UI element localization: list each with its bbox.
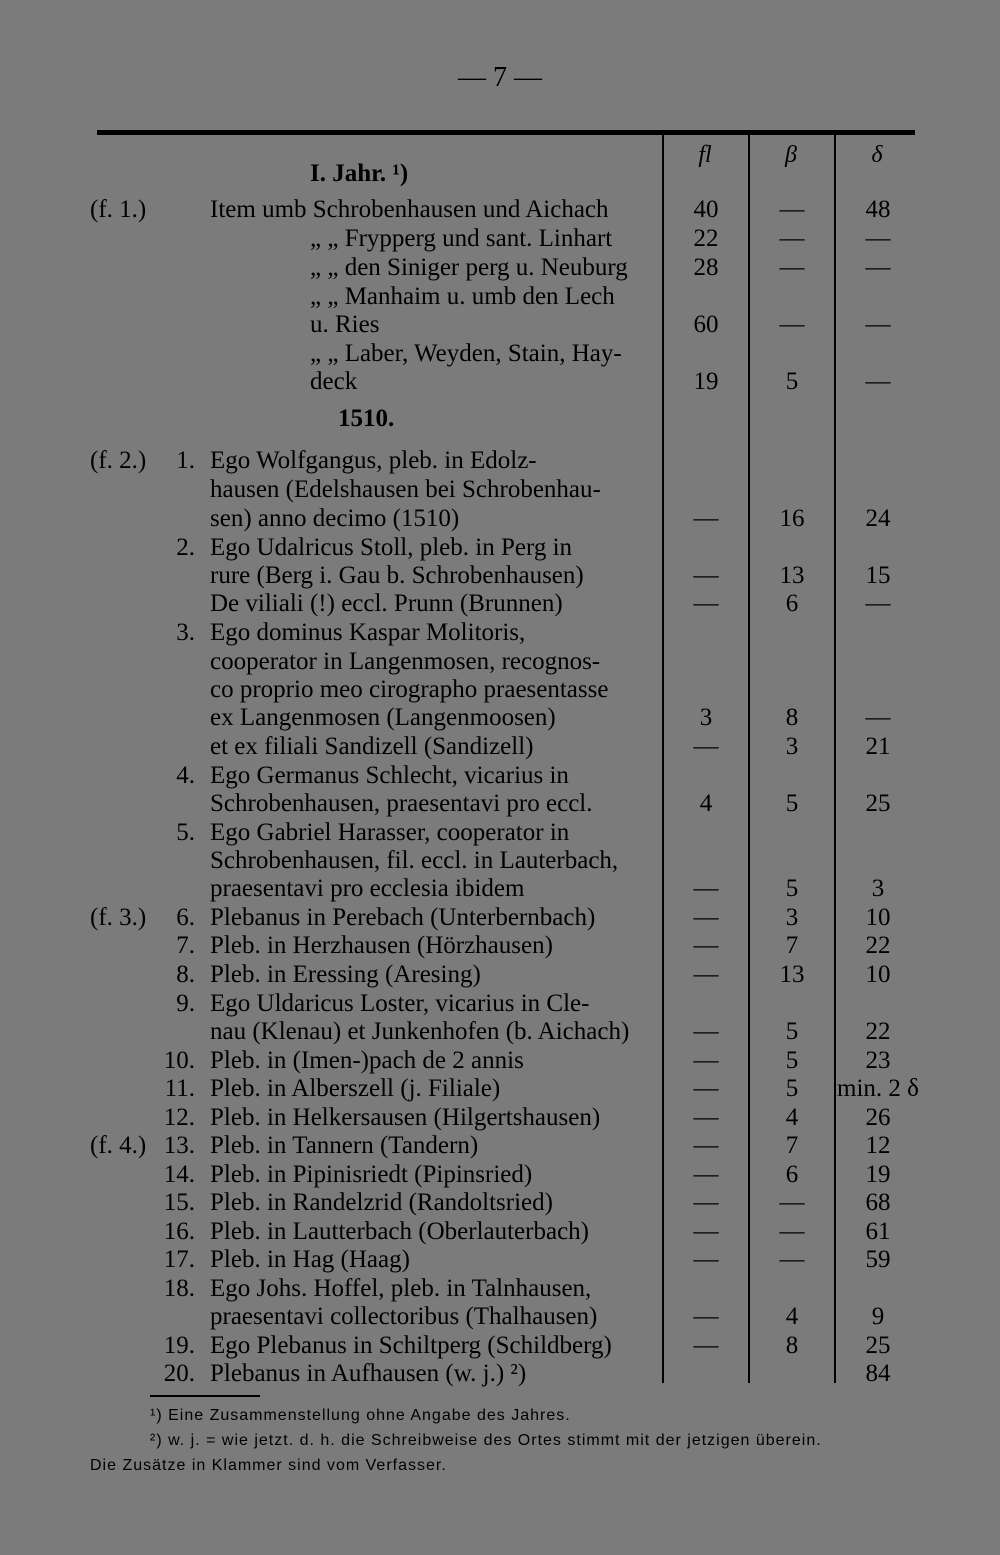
row-number: 9.: [176, 990, 195, 1017]
row-schilling-value: 5: [785, 790, 799, 817]
row-pfennig-value: —: [865, 704, 891, 731]
row-number: 18.: [163, 1275, 195, 1302]
column-header-pfennig: δ: [871, 142, 883, 168]
row-schilling-value: 5: [785, 875, 799, 902]
row-text: „ „ den Siniger perg u. Neuburg: [310, 254, 628, 281]
table-row: [0, 1132, 1000, 1160]
row-schilling-value: 5: [785, 1075, 799, 1102]
row-number: 19.: [163, 1332, 195, 1359]
row-folio-ref: (f. 4.): [90, 1132, 147, 1159]
footnote: Die Zusätze in Klammer sind vom Verfasser.: [90, 1457, 447, 1474]
row-gulden-value: 3: [699, 704, 713, 731]
row-schilling-value: —: [779, 225, 805, 252]
row-schilling-value: 5: [785, 1047, 799, 1074]
table-row: [0, 990, 1000, 1018]
row-number: 11.: [164, 1075, 195, 1102]
row-schilling-value: —: [779, 311, 805, 338]
row-gulden-value: 28: [693, 254, 719, 281]
row-schilling-value: 6: [785, 1161, 799, 1188]
row-pfennig-value: 10: [865, 904, 891, 931]
table-row: [0, 875, 1000, 903]
row-gulden-value: —: [693, 1132, 719, 1159]
row-text: Plebanus in Perebach (Unterbernbach): [210, 904, 596, 931]
row-number: 7.: [176, 932, 195, 959]
row-schilling-value: 4: [785, 1104, 799, 1131]
row-text: Pleb. in Hag (Haag): [210, 1246, 410, 1273]
table-row: [0, 311, 1000, 339]
row-text: Ego Gabriel Harasser, cooperator in: [210, 819, 570, 846]
row-text: praesentavi collectoribus (Thalhausen): [210, 1303, 598, 1330]
row-gulden-value: —: [693, 505, 719, 532]
table-row: [0, 1018, 1000, 1046]
table-row: [0, 196, 1000, 224]
row-number: 4.: [176, 762, 195, 789]
table-row: [0, 1275, 1000, 1303]
footnote: ²) w. j. = wie jetzt. d. h. die Schreibweise des Ortes stimmt mit der jetzigen überein.: [150, 1432, 822, 1449]
row-text: Ego dominus Kaspar Molitoris,: [210, 619, 526, 646]
table-row: [0, 283, 1000, 311]
row-pfennig-value: 61: [865, 1218, 891, 1245]
row-pfennig-value: 10: [865, 961, 891, 988]
row-gulden-value: —: [693, 1104, 719, 1131]
row-number: 13.: [163, 1132, 195, 1159]
row-text: Plebanus in Aufhausen (w. j.) ²): [210, 1360, 527, 1387]
column-header-schilling: β: [785, 142, 797, 168]
row-pfennig-value: 12: [865, 1132, 891, 1159]
row-schilling-value: 5: [785, 1018, 799, 1045]
row-text: sen) anno decimo (1510): [210, 505, 460, 532]
row-pfennig-value: 84: [865, 1360, 891, 1387]
table-row: [0, 762, 1000, 790]
row-gulden-value: —: [693, 1332, 719, 1359]
row-gulden-value: —: [693, 590, 719, 617]
footnote: ¹) Eine Zusammenstellung ohne Angabe des Jahres.: [150, 1407, 571, 1424]
row-pfennig-value: —: [865, 225, 891, 252]
row-pfennig-value: —: [865, 368, 891, 395]
row-text: rure (Berg i. Gau b. Schrobenhausen): [210, 562, 584, 589]
row-schilling-value: 13: [779, 562, 805, 589]
row-schilling-value: —: [779, 1189, 805, 1216]
row-text: Item umb Schrobenhausen und Aichach: [210, 196, 609, 223]
row-gulden-value: —: [693, 1047, 719, 1074]
table-row: [0, 1218, 1000, 1246]
row-text: ex Langenmosen (Langenmoosen): [210, 704, 556, 731]
row-gulden-value: —: [693, 1075, 719, 1102]
row-text: praesentavi pro ecclesia ibidem: [210, 875, 525, 902]
row-text: Pleb. in (Imen-)pach de 2 annis: [210, 1047, 524, 1074]
table-row: [0, 1360, 1000, 1388]
row-gulden-value: —: [693, 1218, 719, 1245]
row-text: deck: [310, 368, 358, 395]
row-pfennig-value: min. 2 δ: [837, 1075, 919, 1102]
table-row: [0, 676, 1000, 704]
row-pfennig-value: 25: [865, 1332, 891, 1359]
row-schilling-value: 16: [779, 505, 805, 532]
row-pfennig-value: 15: [865, 562, 891, 589]
row-schilling-value: —: [779, 254, 805, 281]
row-text: Ego Udalricus Stoll, pleb. in Perg in: [210, 534, 573, 561]
row-text: Ego Uldaricus Loster, vicarius in Cle-: [210, 990, 590, 1017]
row-schilling-value: —: [779, 196, 805, 223]
table-top-rule: [97, 130, 915, 135]
row-gulden-value: —: [693, 1018, 719, 1045]
row-text: Ego Plebanus in Schiltperg (Schildberg): [210, 1332, 612, 1359]
table-row: [0, 590, 1000, 618]
row-text: Ego Germanus Schlecht, vicarius in: [210, 762, 569, 789]
row-folio-ref: (f. 3.): [90, 904, 147, 931]
row-text: Schrobenhausen, fil. eccl. in Lauterbach,: [210, 847, 619, 874]
table-row: [0, 733, 1000, 761]
table-row: [0, 1189, 1000, 1217]
row-text: Pleb. in Alberszell (j. Filiale): [210, 1075, 501, 1102]
row-gulden-value: 4: [699, 790, 713, 817]
row-text: Pleb. in Eressing (Aresing): [210, 961, 481, 988]
row-folio-ref: (f. 2.): [90, 447, 147, 474]
row-number: 17.: [163, 1246, 195, 1273]
row-schilling-value: 7: [785, 1132, 799, 1159]
row-number: 20.: [163, 1360, 195, 1387]
row-gulden-value: —: [693, 875, 719, 902]
section-heading-1510: 1510.: [338, 405, 395, 432]
row-number: 14.: [163, 1161, 195, 1188]
row-number: 12.: [163, 1104, 195, 1131]
table-row: [0, 1104, 1000, 1132]
row-schilling-value: 13: [779, 961, 805, 988]
row-text: Ego Wolfgangus, pleb. in Edolz-: [210, 447, 537, 474]
row-schilling-value: 4: [785, 1303, 799, 1330]
row-pfennig-value: 25: [865, 790, 891, 817]
row-pfennig-value: 48: [865, 196, 891, 223]
row-text: Pleb. in Lautterbach (Oberlauterbach): [210, 1218, 589, 1245]
column-header-gulden: fl: [698, 142, 712, 168]
row-pfennig-value: 23: [865, 1047, 891, 1074]
row-schilling-value: 5: [785, 368, 799, 395]
row-gulden-value: —: [693, 932, 719, 959]
table-row: [0, 340, 1000, 368]
table-row: [0, 225, 1000, 253]
table-row: [0, 368, 1000, 396]
row-schilling-value: 8: [785, 1332, 799, 1359]
table-row: [0, 447, 1000, 475]
row-pfennig-value: 68: [865, 1189, 891, 1216]
row-text: hausen (Edelshausen bei Schrobenhau-: [210, 476, 601, 503]
table-row: [0, 1075, 1000, 1103]
row-pfennig-value: —: [865, 311, 891, 338]
row-gulden-value: —: [693, 904, 719, 931]
row-gulden-value: —: [693, 1303, 719, 1330]
row-gulden-value: —: [693, 1246, 719, 1273]
table-row: [0, 1047, 1000, 1075]
row-text: Pleb. in Randelzrid (Randoltsried): [210, 1189, 553, 1216]
section-heading-year: I. Jahr. ¹): [310, 160, 409, 187]
row-schilling-value: 7: [785, 932, 799, 959]
table-row: [0, 704, 1000, 732]
table-row: [0, 1161, 1000, 1189]
row-text: Schrobenhausen, praesentavi pro eccl.: [210, 790, 593, 817]
page-number: — 7 —: [458, 62, 542, 93]
footnote-rule: [150, 1395, 260, 1397]
row-gulden-value: —: [693, 562, 719, 589]
row-number: 16.: [163, 1218, 195, 1245]
table-row: [0, 932, 1000, 960]
row-pfennig-value: —: [865, 590, 891, 617]
row-text: u. Ries: [310, 311, 380, 338]
row-gulden-value: 60: [693, 311, 719, 338]
row-text: Pleb. in Tannern (Tandern): [210, 1132, 479, 1159]
row-gulden-value: —: [693, 1161, 719, 1188]
row-pfennig-value: 21: [865, 733, 891, 760]
row-pfennig-value: 19: [865, 1161, 891, 1188]
row-schilling-value: 3: [785, 904, 799, 931]
table-row: [0, 819, 1000, 847]
row-schilling-value: 3: [785, 733, 799, 760]
row-text: „ „ Frypperg und sant. Linhart: [310, 225, 613, 252]
row-gulden-value: —: [693, 961, 719, 988]
row-text: Pleb. in Herzhausen (Hörzhausen): [210, 932, 553, 959]
table-row: [0, 619, 1000, 647]
table-row: [0, 648, 1000, 676]
row-text: co proprio meo cirographo praesentasse: [210, 676, 609, 703]
row-text: nau (Klenau) et Junkenhofen (b. Aichach): [210, 1018, 630, 1045]
row-text: „ „ Manhaim u. umb den Lech: [310, 283, 615, 310]
table-row: [0, 505, 1000, 533]
row-number: 15.: [163, 1189, 195, 1216]
row-gulden-value: —: [693, 1189, 719, 1216]
row-number: 10.: [163, 1047, 195, 1074]
table-row: [0, 1332, 1000, 1360]
row-gulden-value: 19: [693, 368, 719, 395]
row-text: cooperator in Langenmosen, recognos-: [210, 648, 601, 675]
row-text: Ego Johs. Hoffel, pleb. in Talnhausen,: [210, 1275, 592, 1302]
row-folio-ref: (f. 1.): [90, 196, 147, 223]
table-row: [0, 904, 1000, 932]
row-pfennig-value: 26: [865, 1104, 891, 1131]
row-text: De viliali (!) eccl. Prunn (Brunnen): [210, 590, 563, 617]
row-gulden-value: 40: [693, 196, 719, 223]
row-text: Pleb. in Pipinisriedt (Pipinsried): [210, 1161, 533, 1188]
row-text: et ex filiali Sandizell (Sandizell): [210, 733, 534, 760]
row-gulden-value: —: [693, 733, 719, 760]
row-number: 8.: [176, 961, 195, 988]
row-number: 3.: [176, 619, 195, 646]
row-number: 6.: [176, 904, 195, 931]
table-row: [0, 254, 1000, 282]
row-number: 1.: [176, 447, 195, 474]
table-row: [0, 476, 1000, 504]
row-schilling-value: 6: [785, 590, 799, 617]
row-schilling-value: —: [779, 1218, 805, 1245]
row-pfennig-value: 3: [871, 875, 885, 902]
row-number: 5.: [176, 819, 195, 846]
row-pfennig-value: 9: [871, 1303, 885, 1330]
row-gulden-value: 22: [693, 225, 719, 252]
row-text: Pleb. in Helkersausen (Hilgertshausen): [210, 1104, 601, 1131]
row-pfennig-value: 22: [865, 932, 891, 959]
table-row: [0, 534, 1000, 562]
row-pfennig-value: 22: [865, 1018, 891, 1045]
table-row: [0, 961, 1000, 989]
row-schilling-value: 8: [785, 704, 799, 731]
row-pfennig-value: —: [865, 254, 891, 281]
table-row: [0, 562, 1000, 590]
table-row: [0, 790, 1000, 818]
table-row: [0, 1303, 1000, 1331]
row-schilling-value: —: [779, 1246, 805, 1273]
row-pfennig-value: 24: [865, 505, 891, 532]
row-text: „ „ Laber, Weyden, Stain, Hay-: [310, 340, 622, 367]
row-pfennig-value: 59: [865, 1246, 891, 1273]
row-number: 2.: [176, 534, 195, 561]
table-row: [0, 847, 1000, 875]
table-row: [0, 1246, 1000, 1274]
